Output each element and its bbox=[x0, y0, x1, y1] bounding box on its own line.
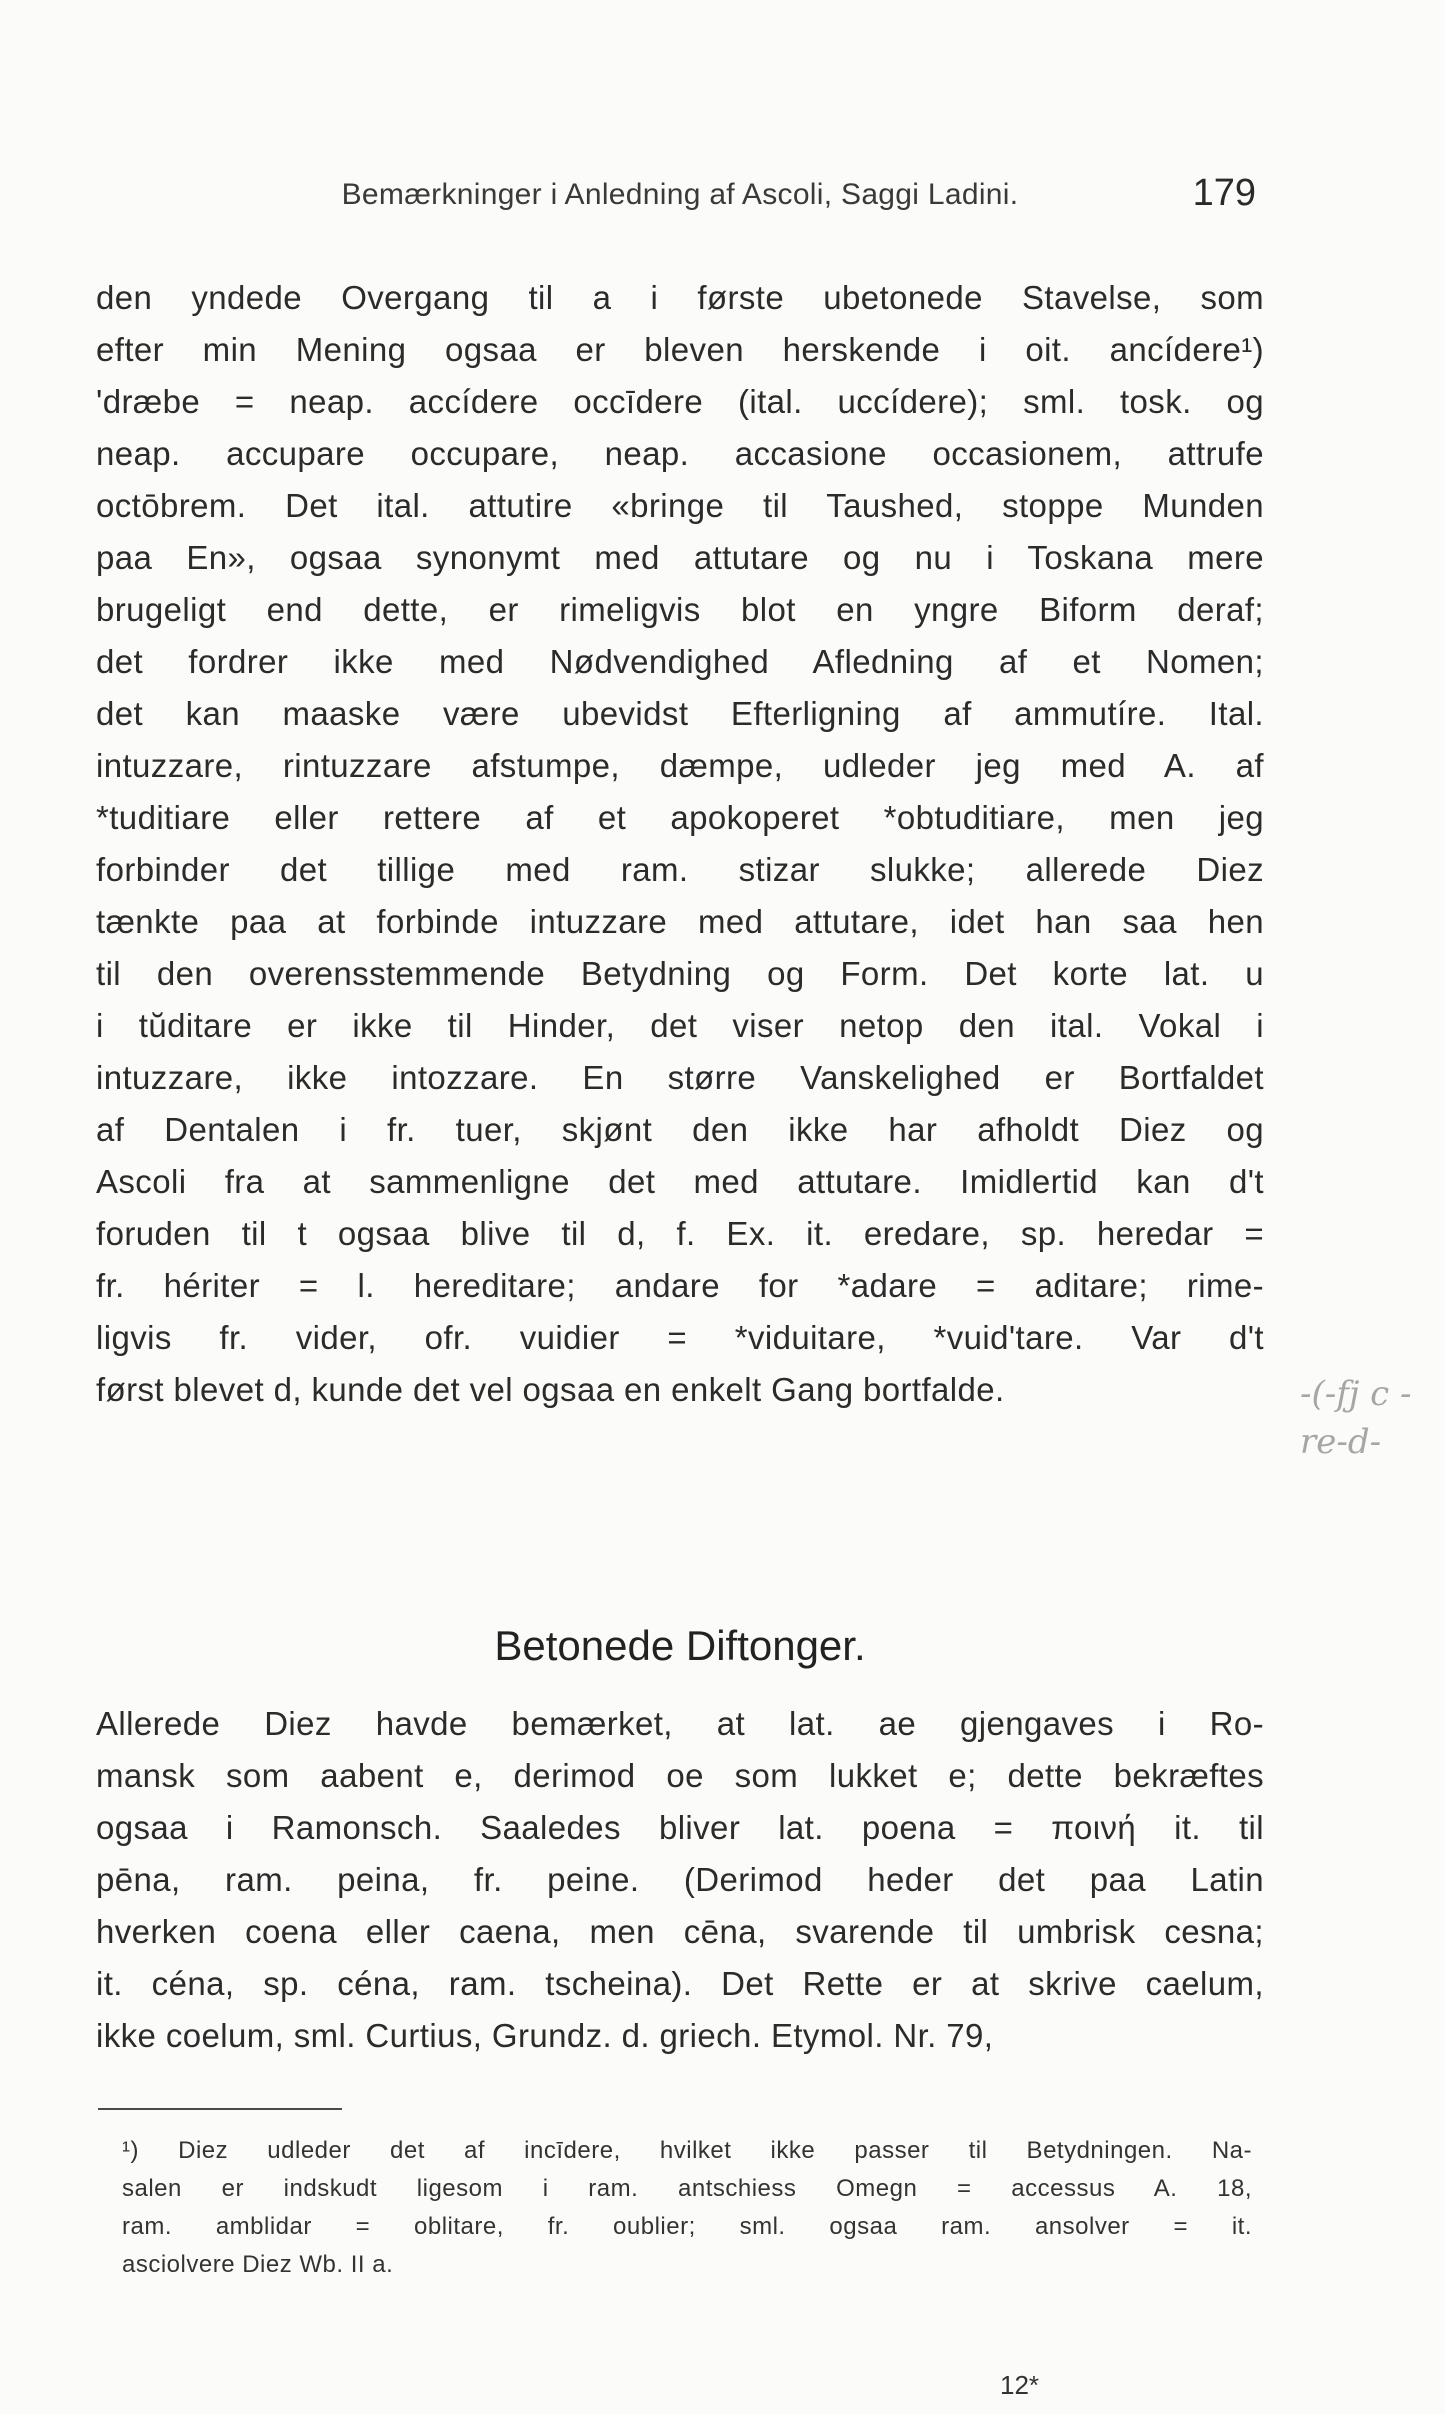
text-line: brugeligt end dette, er rimeligvis blot en yngre Biform deraf; bbox=[96, 591, 1264, 628]
footnote-line: ram. amblidar = oblitare, fr. oublier; sml. ogsaa ram. ansolver = it. bbox=[122, 2213, 1252, 2240]
text-line: 'dræbe = neap. accídere occīdere (ital. uccídere); sml. tosk. og bbox=[96, 383, 1264, 420]
footnote bbox=[122, 2132, 1252, 2284]
text-line: Ascoli fra at sammenligne det med attutare. Imidlertid kan d't bbox=[96, 1163, 1264, 1200]
footnote-line: salen er indskudt ligesom i ram. antschiess Omegn = accessus A. 18, bbox=[122, 2175, 1252, 2202]
signature-mark: 12* bbox=[1000, 2370, 1040, 2400]
body-paragraph bbox=[96, 272, 1264, 1416]
text-line: tænkte paa at forbinde intuzzare med attutare, idet han saa hen bbox=[96, 903, 1264, 940]
footnote-line: ¹) Diez udleder det af incīdere, hvilket ikke passer til Betydningen. Na- bbox=[122, 2137, 1252, 2164]
footnote-line: asciolvere Diez Wb. II a. bbox=[122, 2251, 394, 2278]
text-line: it. céna, sp. céna, ram. tscheina). Det Rette er at skrive caelum, bbox=[96, 1965, 1264, 2002]
text-line: intuzzare, ikke intozzare. En større Vanskelighed er Bortfaldet bbox=[96, 1059, 1264, 1096]
text-line: til den overensstemmende Betydning og Form. Det korte lat. u bbox=[96, 955, 1264, 992]
text-line: paa En», ogsaa synonymt med attutare og nu i Toskana mere bbox=[96, 539, 1264, 576]
section-heading: Betonede Diftonger. bbox=[494, 1622, 866, 1669]
text-line: ogsaa i Ramonsch. Saaledes bliver lat. poena = ποινή it. til bbox=[96, 1809, 1264, 1846]
footnote-rule bbox=[98, 2108, 342, 2110]
text-line: neap. accupare occupare, neap. accasione occasionem, attrufe bbox=[96, 435, 1264, 472]
text-line: mansk som aabent e, derimod oe som lukket e; dette bekræftes bbox=[96, 1757, 1264, 1794]
running-title: Bemærkninger i Anledning af Ascoli, Saggi Ladini. bbox=[341, 178, 1019, 211]
text-line: det fordrer ikke med Nødvendighed Afledning af et Nomen; bbox=[96, 643, 1264, 680]
text-line: af Dentalen i fr. tuer, skjønt den ikke har afholdt Diez og bbox=[96, 1111, 1264, 1148]
text-line: den yndede Overgang til a i første ubetonede Stavelse, som bbox=[96, 279, 1264, 316]
text-line: fr. hériter = l. hereditare; andare for *adare = aditare; rime- bbox=[96, 1267, 1264, 1304]
text-line: ligvis fr. vider, ofr. vuidier = *viduitare, *vuid'tare. Var d't bbox=[96, 1319, 1264, 1356]
text-line: ikke coelum, sml. Curtius, Grundz. d. griech. Etymol. Nr. 79, bbox=[96, 2017, 994, 2054]
text-line: octōbrem. Det ital. attutire «bringe til Taushed, stoppe Munden bbox=[96, 487, 1264, 524]
text-line: efter min Mening ogsaa er bleven herskende i oit. ancídere¹) bbox=[96, 331, 1264, 368]
section-paragraph bbox=[96, 1698, 1264, 2062]
text-line: i tŭditare er ikke til Hinder, det viser netop den ital. Vokal i bbox=[96, 1007, 1264, 1044]
text-line: det kan maaske være ubevidst Efterligning af ammutíre. Ital. bbox=[96, 695, 1264, 732]
text-line: intuzzare, rintuzzare afstumpe, dæmpe, udleder jeg med A. af bbox=[96, 747, 1264, 784]
margin-pencil-note: -(-fj c -re-d- bbox=[1300, 1374, 1412, 1462]
text-line: foruden til t ogsaa blive til d, f. Ex. it. eredare, sp. heredar = bbox=[96, 1215, 1264, 1252]
page-number: 179 bbox=[1192, 172, 1256, 214]
text-line: forbinder det tillige med ram. stizar slukke; allerede Diez bbox=[96, 851, 1264, 888]
text-line: først blevet d, kunde det vel ogsaa en enkelt Gang bortfalde. bbox=[96, 1371, 1005, 1408]
text-line: Allerede Diez havde bemærket, at lat. ae gjengaves i Ro- bbox=[96, 1705, 1264, 1742]
running-head bbox=[96, 172, 1264, 218]
text-line: hverken coena eller caena, men cēna, svarende til umbrisk cesna; bbox=[96, 1913, 1264, 1950]
text-line: pēna, ram. peina, fr. peine. (Derimod heder det paa Latin bbox=[96, 1861, 1264, 1898]
text-line: *tuditiare eller rettere af et apokoperet *obtuditiare, men jeg bbox=[96, 799, 1264, 836]
